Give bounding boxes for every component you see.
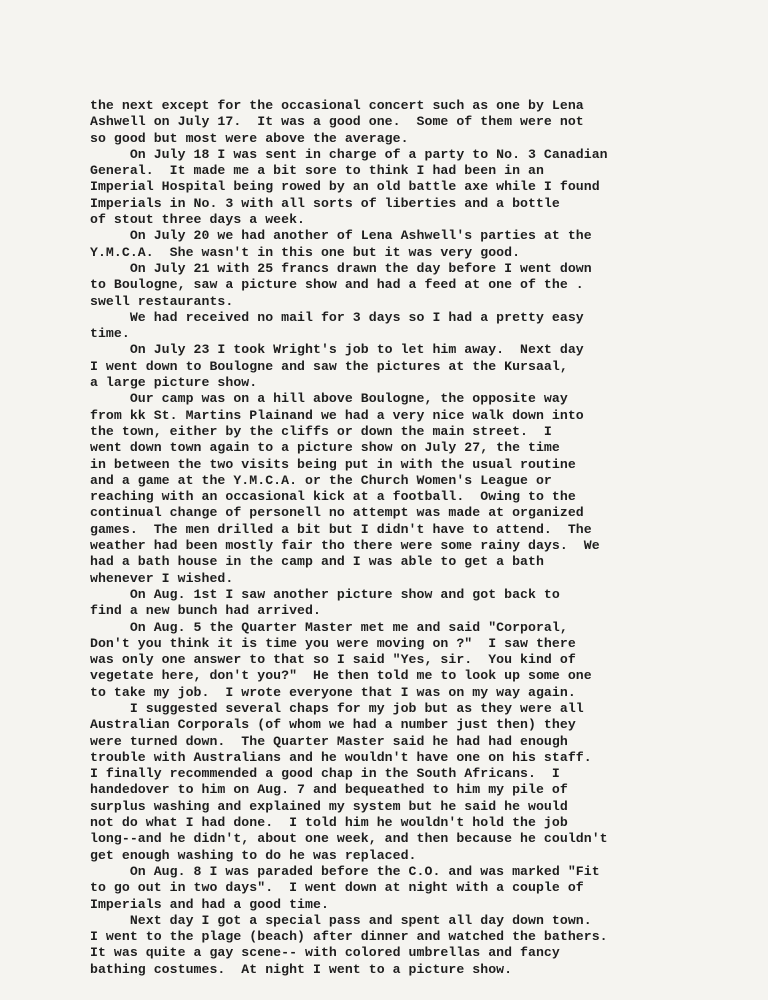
text-line: to take my job. I wrote everyone that I was on my way again. [90, 684, 576, 700]
text-line: On Aug. 5 the Quarter Master met me and said "Corporal, [90, 619, 568, 635]
text-line: time. [90, 326, 130, 342]
text-line: On Aug. 8 I was paraded before the C.O. and was marked "Fit [90, 863, 600, 879]
text-line: Next day I got a special pass and spent all day down town. [90, 912, 592, 928]
text-line: swell restaurants. [90, 293, 234, 309]
text-line: On July 23 I took Wright's job to let him away. Next day [90, 342, 584, 358]
text-line: I suggested several chaps for my job but as they were all [90, 700, 584, 716]
text-line: games. The men drilled a bit but I didn't have to attend. The [90, 521, 592, 537]
text-line: were turned down. The Quarter Master said he had had enough [90, 733, 568, 749]
text-line: had a bath house in the camp and I was able to get a bath [90, 554, 544, 570]
text-line: I went down to Boulogne and saw the pictures at the Kursaal, [90, 358, 568, 374]
text-line: Y.M.C.A. She wasn't in this one but it was very good. [90, 244, 521, 260]
text-line: long--and he didn't, about one week, and then because he couldn't [90, 831, 608, 847]
text-line: Imperials and had a good time. [90, 896, 329, 912]
text-line: continual change of personell no attempt was made at organized [90, 505, 584, 521]
text-line: was only one answer to that so I said "Yes, sir. You kind of [90, 652, 576, 668]
text-line: On July 21 with 25 francs drawn the day before I went down [90, 260, 592, 276]
text-line: to Boulogne, saw a picture show and had a feed at one of the . [90, 277, 584, 293]
text-line: whenever I wished. [90, 570, 234, 586]
text-line: Imperials in No. 3 with all sorts of liberties and a bottle [90, 195, 560, 211]
text-line: the next except for the occasional concert such as one by Lena [90, 98, 584, 113]
text-line: On July 20 we had another of Lena Ashwell's parties at the [90, 228, 592, 244]
text-line: On Aug. 1st I saw another picture show and got back to [90, 586, 560, 602]
text-line: trouble with Australians and he wouldn't have one on his staff. [90, 749, 592, 765]
text-line: Don't you think it is time you were moving on ?" I saw there [90, 635, 576, 651]
text-line: On July 18 I was sent in charge of a party to No. 3 Canadian [90, 146, 608, 162]
text-line: I finally recommended a good chap in the South Africans. I [90, 766, 560, 782]
text-line: weather had been mostly fair tho there were some rainy days. We [90, 538, 600, 554]
text-line: Imperial Hospital being rowed by an old battle axe while I found [90, 179, 600, 195]
text-line: Australian Corporals (of whom we had a number just then) they [90, 717, 576, 733]
text-line: We had received no mail for 3 days so I had a pretty easy [90, 309, 584, 325]
text-line: bathing costumes. At night I went to a picture show. [90, 961, 513, 977]
text-line: General. It made me a bit sore to think I had been in an [90, 163, 544, 179]
text-line: Ashwell on July 17. It was a good one. Some of them were not [90, 114, 584, 130]
text-line: surplus washing and explained my system but he said he would [90, 798, 568, 814]
text-line: reaching with an occasional kick at a football. Owing to the [90, 489, 576, 505]
text-line: find a new bunch had arrived. [90, 603, 321, 619]
text-line: I went to the plage (beach) after dinner and watched the bathers. [90, 929, 608, 945]
text-line: and a game at the Y.M.C.A. or the Church Women's League or [90, 472, 552, 488]
page-text [90, 98, 710, 978]
text-line: not do what I had done. I told him he wouldn't hold the job [90, 815, 568, 831]
text-line: of stout three days a week. [90, 212, 306, 228]
text-line: handedover to him on Aug. 7 and bequeathed to him my pile of [90, 782, 568, 798]
text-line: vegetate here, don't you?" He then told me to look up some one [90, 668, 592, 684]
text-line: Our camp was on a hill above Boulogne, the opposite way [90, 391, 568, 407]
text-line: so good but most were above the average. [90, 130, 409, 146]
text-line: to go out in two days". I went down at night with a couple of [90, 880, 584, 896]
text-line: a large picture show. [90, 375, 258, 391]
text-line: in between the two visits being put in with the usual routine [90, 456, 576, 472]
text-line: get enough washing to do he was replaced. [90, 847, 417, 863]
text-line: went down town again to a picture show on July 27, the time [90, 440, 560, 456]
text-line: from kk St. Martins Plainand we had a very nice walk down into [90, 407, 584, 423]
text-line: the town, either by the cliffs or down the main street. I [90, 423, 552, 439]
text-line: It was quite a gay scene-- with colored umbrellas and fancy [90, 945, 560, 961]
